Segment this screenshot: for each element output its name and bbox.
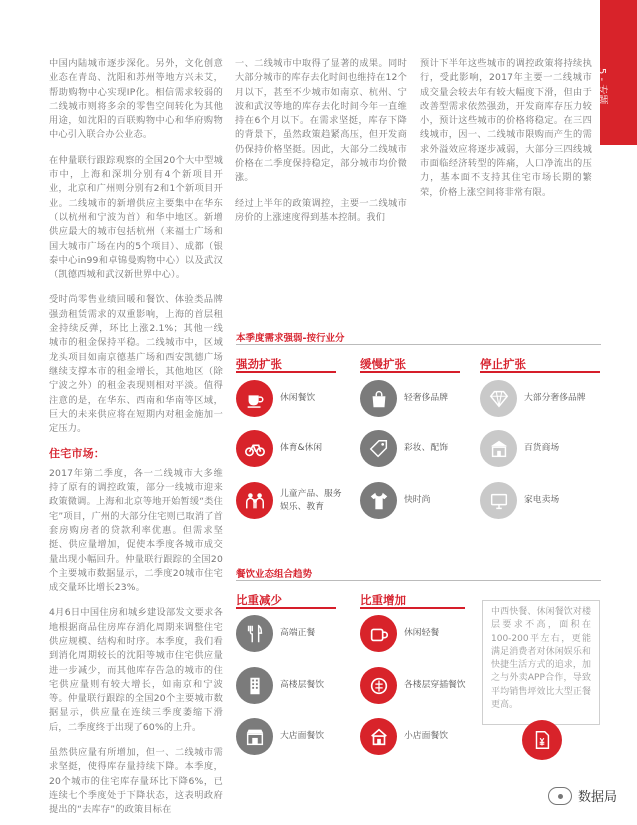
- item-label: 大部分奢侈品牌: [524, 393, 586, 404]
- coffee-cup-icon: [236, 380, 273, 417]
- stop-expansion-label: 停止扩张: [480, 357, 526, 371]
- divider: [236, 580, 601, 581]
- section-heading: 住宅市场：: [49, 447, 105, 461]
- section-tab-label: 5 - 专题: [596, 68, 607, 105]
- item-label: 小店面餐饮: [404, 731, 448, 742]
- shopping-bag-icon: [360, 380, 397, 417]
- text-column-2: [235, 57, 407, 236]
- demand-section-title: 本季度需求强弱-按行业分: [236, 333, 345, 344]
- bicycle-icon: [236, 430, 273, 467]
- coffee-mug-icon: [360, 615, 397, 652]
- item-label: 体育&休闲: [280, 443, 323, 454]
- fnb-item: [360, 718, 470, 755]
- demand-item: [236, 380, 346, 417]
- family-icon: [236, 482, 273, 519]
- item-label: 百货商场: [524, 443, 560, 454]
- text-column-3: [420, 57, 592, 211]
- paragraph: 在仲量联行跟踪观察的全国20个大中型城市中，上海和深圳分别有4个新项目开业，北京和广州则分别有2和1个新项目开业。二线城市的新增供应主要集中在华东（以杭州和宁波为首）和华中地区。新增供应最大的城市包括杭州（来福士广场和国大城市广场在内的5个项目）、成都（银泰中心in99和卓锦曼购物中心）以及武汉（凯德西城和武汉新世界中心）。: [49, 154, 223, 281]
- divider: [236, 344, 601, 345]
- demand-item: [480, 430, 590, 467]
- wechat-icon: [548, 787, 572, 805]
- item-label: 家电卖场: [524, 495, 560, 506]
- demand-item: [480, 380, 590, 417]
- multi-floor-icon: [360, 667, 397, 704]
- fnb-item: [236, 615, 346, 652]
- demand-item: [360, 482, 470, 519]
- fnb-section-title: 餐饮业态组合趋势: [236, 569, 313, 580]
- paragraph: 预计下半年这些城市的调控政策将持续执行，受此影响，2017年主要一二线城市成交量会较去年有较大幅度下滑，但由于改善型需求依然强劲，开发商库存压力较小，预计这些城市的价格将稳定。在三四线城市，因一、二线城市限购而产生的需求外溢效应将逐步减弱，大部分三四线城市面临经济转型的阵痛，人口净流出的压力，基本面不支持其住宅市场长期的繁荣，价格上涨空间将非常有限。: [420, 58, 592, 198]
- demand-item: [360, 380, 470, 417]
- item-label: 高端正餐: [280, 628, 316, 639]
- item-label: 休闲轻餐: [404, 628, 440, 639]
- paragraph: 4月6日中国住房和城乡建设部发文要求各地根据商品住房库存消化周期来调整住宅供应规模、结构和时序。本季度，我们看到消化周期较长的沈阳等城市住宅供应量进一步减少，而其他库存告急的城市的住宅供应量则有较大增长，如南京和宁波等。仲量联行跟踪的全国20个主要城市数据显示，供应量在连续三季度萎缩下滑后，二季度终于出现了60%的上升。: [49, 607, 223, 733]
- fnb-item: [360, 615, 470, 652]
- paragraph: 受时尚零售业绩回暖和餐饮、体验类品牌强劲租赁需求的双重影响，上海的首层租金持续反弹，环比上涨2.1%；其他一线城市的租金保持平稳。二线城市中，区域龙头项目如南京德基广场和西安凯德广场继续支撑本市的租金增长，其他地区（除宁波之外）的租金表现则相对平淡。值得注意的是，在华东、西南和华南等区域，巨大的未来供应将在短期内对租金施加一定压力。: [49, 294, 223, 435]
- divider: [236, 371, 336, 373]
- item-label: 儿童产品、服务娱乐、教育: [280, 489, 342, 512]
- price-tag-icon: [360, 430, 397, 467]
- item-label: 彩妆、配饰: [404, 443, 448, 454]
- item-label: 各楼层穿插餐饮: [404, 680, 466, 691]
- item-label: 休闲餐饮: [280, 393, 316, 404]
- divider: [360, 371, 460, 373]
- paragraph: 中国内陆城市逐步深化。另外，文化创意业态在青岛、沈阳和苏州等地方兴未艾，帮助购物中心实现IP化。相信需求较弱的二线城市则将多余的零售空间转化为其他用途，如沈阳的百联购物中心和华府购物中心引入联合办公业态。: [49, 58, 223, 141]
- section-tab: [596, 0, 637, 145]
- item-label: 轻奢侈品牌: [404, 393, 448, 404]
- money-document-icon: [522, 720, 562, 760]
- small-shop-icon: [360, 718, 397, 755]
- building-icon: [236, 667, 273, 704]
- demand-item: [360, 430, 470, 467]
- text-column-1: [49, 57, 223, 825]
- divider: [480, 371, 600, 373]
- demand-item: [480, 482, 590, 519]
- paragraph: 虽然供应量有所增加，但一、二线城市需求坚挺，使得库存量持续下降。本季度，20个城市的住宅库存量环比下降6%，已连续七个季度处于下降状态，这表明政府提出的“去库存”的政策目标在: [49, 747, 223, 816]
- divider: [360, 607, 465, 609]
- item-label: 大店面餐饮: [280, 731, 324, 742]
- department-store-icon: [480, 430, 517, 467]
- brand-label: 数据局: [578, 790, 618, 805]
- paragraph: 经过上半年的政策调控，主要一二线城市房价的上涨速度得到基本控制。我们: [235, 197, 407, 223]
- fnb-note: 中西快餐、休闲餐饮对楼层要求不高，面积在100-200平左右，更能满足消费者对休闲娱乐和快捷生活方式的追求，加之与外卖APP合作，导致平均销售坪效比大型正餐更高。: [482, 600, 600, 725]
- diamond-icon: [480, 380, 517, 417]
- demand-item: [236, 482, 346, 519]
- storefront-icon: [236, 718, 273, 755]
- share-increase-label: 比重增加: [360, 593, 406, 607]
- tshirt-icon: [360, 482, 397, 519]
- item-label: 快时尚: [404, 495, 431, 506]
- item-label: 高楼层餐饮: [280, 680, 324, 691]
- demand-item: [236, 430, 346, 467]
- fnb-item: [236, 718, 346, 755]
- appliance-icon: [480, 482, 517, 519]
- strong-expansion-label: 强劲扩张: [236, 357, 282, 371]
- moderate-expansion-label: 缓慢扩张: [360, 357, 406, 371]
- fnb-item: [360, 667, 470, 704]
- fork-knife-icon: [236, 615, 273, 652]
- paragraph: 一、二线城市中取得了显著的成果。同时大部分城市的库存去化时间也维持在12个月以下，甚至不少城市如南京、杭州、宁波和武汉等地的库存去化时间今年一直维持在6个月以下。在需求坚挺，库存下降的背景下，虽然政策趋紧高压，但开发商仍保持价格坚挺。因此，大部分二线城市价格在二季度保持稳定，部分城市均价微涨。: [235, 58, 407, 184]
- watermark-brand: [548, 786, 617, 805]
- share-decrease-label: 比重减少: [236, 593, 282, 607]
- fnb-item: [236, 667, 346, 704]
- divider: [236, 607, 336, 609]
- paragraph: 2017年第二季度，各一二线城市大多维持了原有的调控政策，部分一线城市迎来政策微调。上海和北京等地开始暂缓“类住宅”项目，广州的大部分住宅则已取消了首套房购房者的贷款利率优惠。但需求坚挺、供应量增加，促使本季度各城市成交量出现小幅回升。仲量联行跟踪的全国20个主要城市数据显示，二季度20城市住宅成交量环比增长23%。: [49, 467, 223, 594]
